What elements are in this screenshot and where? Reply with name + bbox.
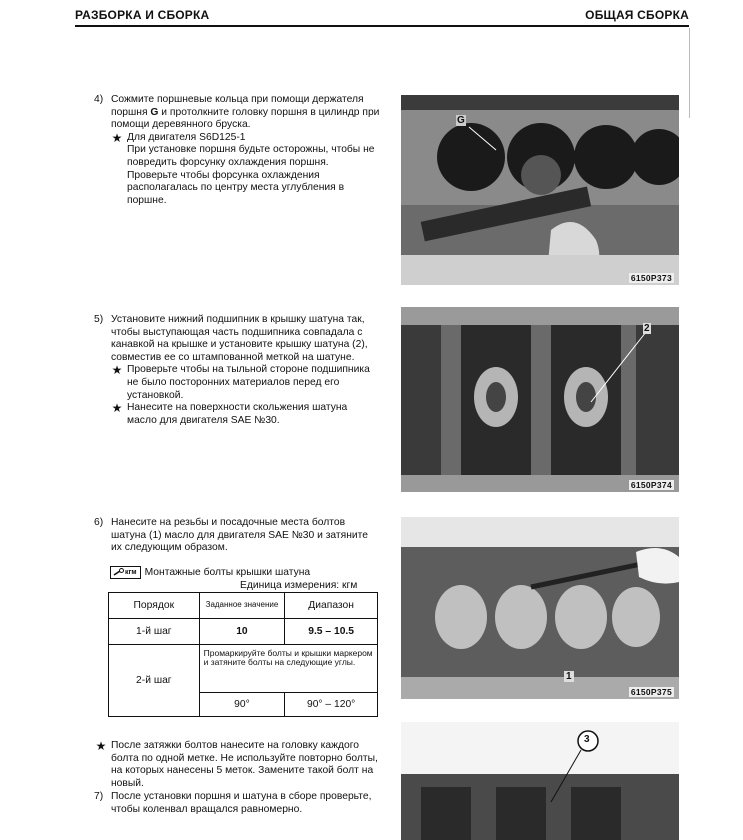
header-rule bbox=[75, 25, 689, 27]
callout-label: 1 bbox=[566, 671, 572, 682]
callout-label: G bbox=[457, 115, 465, 126]
photo-bolt-tightening bbox=[401, 517, 679, 699]
photo-code: 6150P374 bbox=[630, 480, 672, 490]
step1-range: 9.5 – 10.5 bbox=[285, 619, 378, 645]
header-chapter-title: ОБЩАЯ СБОРКА bbox=[585, 8, 689, 22]
col-order-header: Порядок bbox=[109, 593, 200, 619]
after-tightening-note: ★ После затяжки болтов нанесите на головку каждого болта по одной метке. Не используйте повторно болты, на которых нанесены 5 меток. Замените такой болт на новый. bbox=[91, 740, 379, 790]
note: Для двигателя S6D125-1 При установке поршня будьте осторожны, чтобы не повредить форсунку охлаждения поршня. Проверьте чтобы форсунка охлаждения располагалась по центру места углубления в поршне. bbox=[127, 131, 375, 206]
step-6 bbox=[94, 517, 376, 555]
step-7 bbox=[94, 791, 380, 816]
step-number: 7) bbox=[94, 791, 104, 802]
bolt-tightening-image bbox=[401, 517, 679, 699]
callout-label: 2 bbox=[644, 323, 650, 334]
step-text: Установите нижний подшипник в крышку шатуна так, чтобы выступающая часть подшипника совпадала с канавкой на крышке и установите крышку шатуна (2), совместив ее со штампованной меткой на шатуне. bbox=[111, 314, 368, 363]
step-4 bbox=[94, 94, 380, 207]
units-label: Единица измерения: кгм bbox=[240, 580, 358, 591]
step2-target: 90° bbox=[199, 693, 285, 717]
star-icon: ★ bbox=[95, 739, 107, 753]
note: Проверьте чтобы на тыльной стороне подшипника не было посторонних материалов перед его установкой. bbox=[127, 364, 370, 401]
wrench-icon bbox=[113, 568, 125, 577]
photo-crank-rotation bbox=[401, 722, 679, 840]
step-5 bbox=[94, 314, 376, 427]
margin-rule bbox=[689, 28, 690, 118]
star-icon: ★ bbox=[111, 363, 123, 378]
callout-label: 3 bbox=[584, 734, 590, 745]
step2-note: Промаркируйте болты и крышки маркером и затяните болты на следующие углы. bbox=[199, 645, 377, 693]
tool-label: G bbox=[150, 106, 159, 118]
step-text: После установки поршня и шатуна в сборе проверьте, чтобы коленвал вращался равномерно. bbox=[111, 791, 372, 815]
note: Нанесите на поверхности скольжения шатуна масло для двигателя SAE №30. bbox=[127, 402, 348, 426]
header-section-title: РАЗБОРКА И СБОРКА bbox=[75, 8, 210, 22]
star-icon: ★ bbox=[111, 130, 123, 145]
step1-target: 10 bbox=[199, 619, 285, 645]
torque-table bbox=[108, 592, 378, 717]
engine-block-image bbox=[401, 95, 679, 285]
step-number: 6) bbox=[94, 517, 104, 528]
torque-badge: кгм bbox=[110, 566, 141, 579]
col-target-header: Заданное значение bbox=[199, 593, 285, 619]
torque-heading bbox=[110, 566, 310, 579]
photo-rod-cap bbox=[401, 307, 679, 492]
col-range-header: Диапазон bbox=[285, 593, 378, 619]
step-number: 5) bbox=[94, 314, 104, 325]
photo-code: 6150P375 bbox=[630, 687, 672, 697]
step2-label: 2-й шаг bbox=[109, 645, 200, 717]
step1-label: 1-й шаг bbox=[109, 619, 200, 645]
photo-code: 6150P373 bbox=[630, 273, 672, 283]
star-icon: ★ bbox=[111, 401, 123, 416]
photo-piston-insertion bbox=[401, 95, 679, 285]
torque-title: Монтажные болты крышки шатуна bbox=[144, 567, 311, 578]
crankshaft-image bbox=[401, 722, 679, 840]
step2-range: 90° – 120° bbox=[285, 693, 378, 717]
step-number: 4) bbox=[94, 94, 104, 105]
step-text: Нанесите на резьбы и посадочные места болтов шатуна (1) масло для двигателя SAE №30 и затяните их следующим образом. bbox=[111, 517, 368, 554]
step-text: Сожмите поршневые кольца при помощи держателя поршня G и протолкните головку поршня в цилиндр при помощи деревянного бруска. bbox=[111, 94, 380, 131]
connecting-rod-image bbox=[401, 307, 679, 492]
